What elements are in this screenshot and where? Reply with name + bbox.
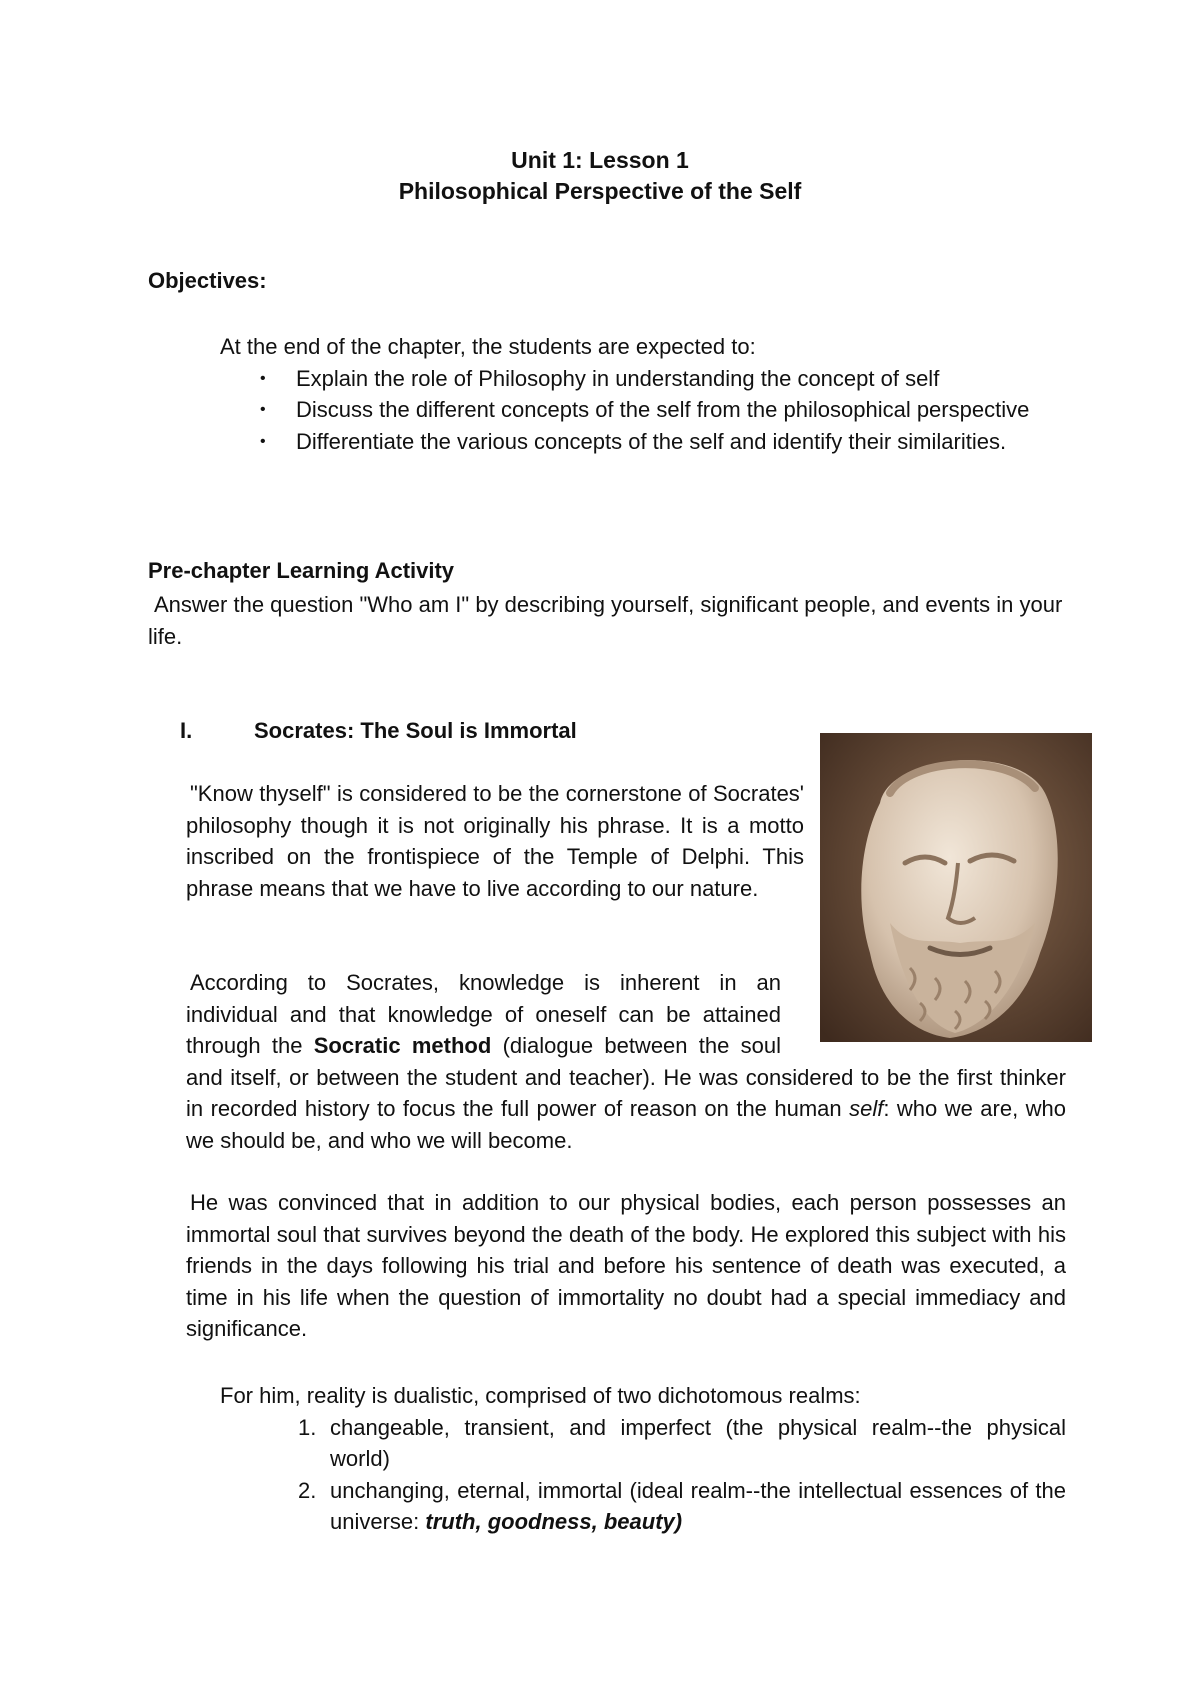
immortal-soul-paragraph: He was convinced that in addition to our physical bodies, each person possesses an immortal soul that survives beyond the death of the body. He explored this subject with his friends in the days following his trial and before his sentence of death was executed, a time in his life when the question of immortality no doubt had a special immediacy and significance.: [186, 1190, 1066, 1341]
objectives-section: [220, 331, 1065, 457]
unit-lesson-title: Unit 1: Lesson 1: [511, 147, 689, 173]
activity-text: Answer the question "Who am I" by describing yourself, significant people, and events in your life.: [148, 592, 1063, 649]
socrates-intro-column: [186, 778, 804, 904]
objectives-heading: Objectives:: [148, 268, 267, 293]
section-numeral: I.: [180, 718, 193, 743]
self-term: self: [849, 1096, 884, 1121]
document-title: [0, 145, 1200, 207]
socratic-method-paragraph: According to Socrates, knowledge is inherent in an individual and that knowledge of oneself can be attained through the Socratic method (dialogue between the soul and itself, or between the student and teacher). He was considered to be the first thinker in recorded history to focus the full power of reason on the human self: who we are, who we should be, and who we will become.: [186, 967, 1066, 1156]
bullet-icon: •: [260, 401, 266, 418]
socrates-body: [186, 967, 1066, 1345]
bullet-icon: •: [260, 369, 266, 387]
list-item: 2. unchanging, eternal, immortal (ideal realm--the intellectual essences of the universe: truth, goodness, beauty): [298, 1477, 1066, 1534]
know-thyself-paragraph: "Know thyself" is considered to be the cornerstone of Socrates' philosophy though it is not originally his phrase. It is a motto inscribed on the frontispiece of the Temple of Delphi. This phrase means that we have to live according to our nature.: [186, 781, 804, 901]
ideal-realm-essences: truth, goodness, beauty): [425, 1509, 683, 1534]
list-item: • Discuss the different concepts of the self from the philosophical perspective: [260, 394, 1065, 426]
bullet-icon: •: [260, 432, 266, 450]
lesson-subtitle: Philosophical Perspective of the Self: [398, 178, 802, 204]
section-title: Socrates: The Soul is Immortal: [254, 718, 577, 743]
socratic-method-term: Socratic method: [313, 1033, 492, 1058]
dualism-intro: For him, reality is dualistic, comprised of two dichotomous realms:: [220, 1383, 861, 1408]
realms-list: [298, 1412, 1066, 1538]
list-item: 1. changeable, transient, and imperfect (the physical realm--the physical world): [298, 1414, 1066, 1471]
objectives-list: [260, 363, 1065, 458]
dualism-section: [220, 1380, 1066, 1538]
activity-heading: Pre-chapter Learning Activity: [148, 558, 455, 583]
list-item: • Explain the role of Philosophy in understanding the concept of self: [260, 363, 1065, 395]
list-item: • Differentiate the various concepts of the self and identify their similarities.: [260, 426, 1065, 458]
image-float-spacer: [781, 967, 1066, 1035]
objectives-intro: At the end of the chapter, the students are expected to:: [220, 334, 756, 359]
